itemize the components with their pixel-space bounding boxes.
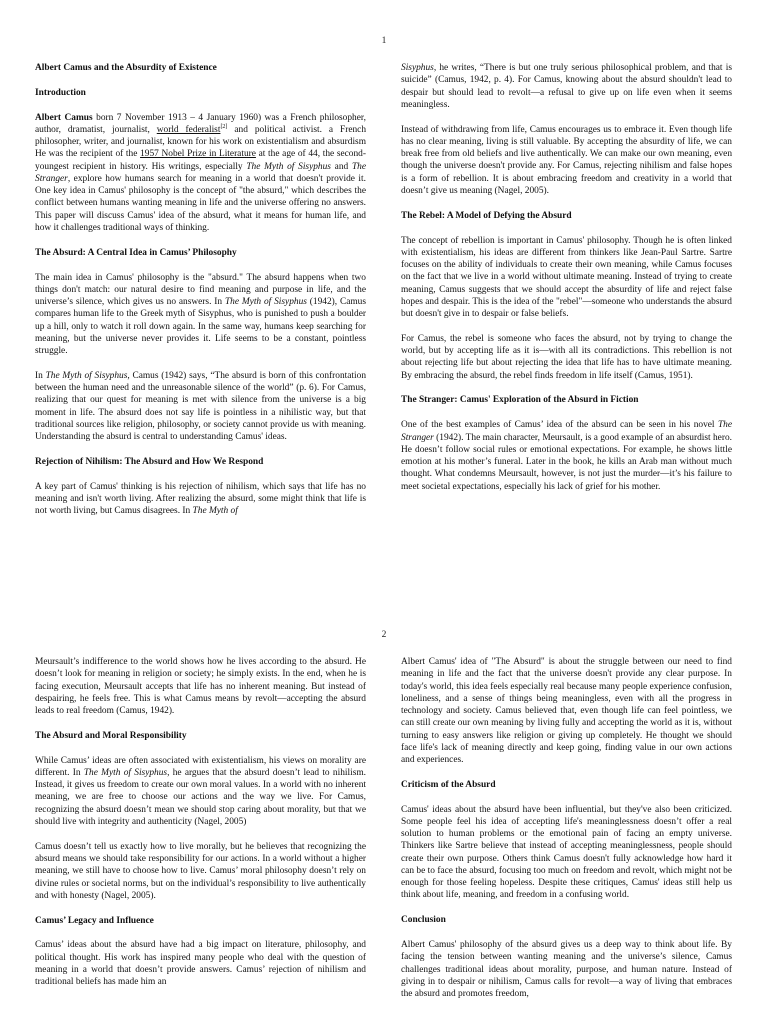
book-title: The Stranger xyxy=(35,161,366,184)
rebel-heading: The Rebel: A Model of Defying the Absurd xyxy=(401,210,572,221)
author-name: Albert Camus xyxy=(35,112,93,123)
text-run: The main idea in Camus' philosophy is the "absurd." The absurd happens when two things don't match: our natural desire to find meaning and purpose in life, and the universe’s silence, which gives us no answers. In xyxy=(35,272,366,308)
moral-heading: The Absurd and Moral Responsibility xyxy=(35,730,187,741)
absurd-heading: The Absurd: A Central Idea in Camus’ Philosophy xyxy=(35,247,237,258)
book-title: The Myth of Sisyphus xyxy=(224,297,307,308)
book-title: The Stranger xyxy=(401,420,732,443)
book-title: The Myth of Sisyphus xyxy=(45,370,128,381)
text-run: and political activist. a French philosopher, writer, and journalist, known for his work on existentialism and absurdism He was the recipient of the xyxy=(35,124,367,160)
text-run: In xyxy=(35,370,46,381)
text-run: , he writes, “There is but one truly serious philosophical problem, and that is suicide” (Camus, 1942, p. 4). For Camus, knowing about the absurd shouldn't lead to despair but should lead to revolt—a refusal to give up on life even when it seems meaningless. xyxy=(401,63,732,110)
absurd-paragraph-2 xyxy=(35,370,366,444)
text-run: , Camus (1942) says, “The absurd is born of this confrontation between the human need and the unreasonable silence of the world” (p. 6). For Camus, realizing that our quest for meaning is met with silence from the universe is a big moment in life. The absurd does not say life is pointless in a nihilistic way, but that traditional sources like religion, philosophy, or society cannot provide us with meaning. Understanding the absurd is central to understanding Camus' ideas. xyxy=(35,370,367,443)
introduction-heading: Introduction xyxy=(35,87,86,98)
right-column xyxy=(401,656,732,1013)
text-run: A key part of Camus' thinking is his rejection of nihilism, which says that life has no meaning and isn't worth living. After realizing the absurd, some might think that life is not worth living, but Camus disagrees. In xyxy=(35,481,366,517)
text-run: (1942), Camus compares human life to the Greek myth of Sisyphus, who is punished to push a boulder up a hill, only to watch it roll down again. In the same way, humans keep searching for meaning, but the universe never provides it. Life seems to be a constant, pointless struggle. xyxy=(35,297,366,357)
page-number: 1 xyxy=(381,36,387,46)
page-2 xyxy=(0,600,768,1024)
text-run: One of the best examples of Camus’ idea of the absurd can be seen in his novel xyxy=(401,420,718,431)
book-title: The Myth of Sisyphus xyxy=(246,161,331,172)
nobel-prize-link[interactable]: 1957 Nobel Prize in Literature xyxy=(140,149,256,160)
moral-paragraph-2: Camus doesn’t tell us exactly how to live morally, but he believes that recognizing the absurd means we should take responsibility for our actions. In a world without a higher meaning, we still have to choose how to live. Camus’ moral philosophy doesn’t rely on divine rules or societal norms, but on the individual’s responsibility to live authentically and with honesty (Nagel, 2005). xyxy=(35,841,366,901)
text-run: , explore how humans search for meaning in a world that doesn't provide it. One key idea in Camus' philosophy is the concept of "the absurd," which describes the conflict between humans wanting meaning in life and the universe offering no answers. This paper will discuss Camus' idea of the absurd, what it means for human life, and how it challenges traditional ways of thinking. xyxy=(35,173,366,233)
continued-paragraph xyxy=(401,62,732,111)
page-number: 2 xyxy=(381,630,387,640)
text-run: born 7 November 1913 – 4 January 1960) was a French philosopher, author, dramatist, journalist, xyxy=(35,112,366,135)
right-column xyxy=(401,62,732,505)
embrace-paragraph: Instead of withdrawing from life, Camus encourages us to embrace it. Even though life has no clear meaning, living is still valuable. By accepting the absurdity of life, we can break free from old beliefs and live authentically. We can make our own meaning, even though the universe doesn't provide any. For Camus, rejecting nihilism and false hopes is a form of rebellion. It is about embracing freedom and creativity in a world that doesn’t give us meaning (Nagel, 2005). xyxy=(401,124,732,196)
legacy-paragraph: Camus’ ideas about the absurd have had a big impact on literature, philosophy, and political thought. His work has inspired many people who deal with the question of meaning in a world that doesn’t provide answers. Camus’ rejection of nihilism and traditional beliefs has made him an xyxy=(35,940,366,988)
moral-paragraph-1 xyxy=(35,755,366,829)
continued-paragraph: Albert Camus' idea of "The Absurd" is about the struggle between our need to find meaning in life and the fact that the universe doesn't provide any clear purpose. In today's world, this idea feels especially real because many people experience confusion, loneliness, and a sense of things being meaningless, even with all the progress in technology and society. Camus believed that, even though life can feel pointless, we can still create our own meaning by living fully and accepting the world as it is, without turning to easy answers like religion or giving up completely. He thought we should face life's lack of meaning directly and keep going, finding value in our own actions and experiences. xyxy=(401,657,732,765)
stranger-paragraph xyxy=(401,419,732,493)
text-run: , he argues that the absurd doesn’t lead to nihilism. Instead, it gives us freedom to create our own moral values. In a world with no inherent meaning, we are free to choose our actions and the way we live. For Camus, recognizing the absurd doesn’t mean we should stop caring about morality, but that we should live with integrity and authenticity (Nagel, 2005) xyxy=(35,767,366,827)
left-column xyxy=(35,62,366,530)
criticism-paragraph: Camus' ideas about the absurd have been influential, but they've also been criticized. Some people feel his idea of accepting life's meaninglessness doesn’t offer a real solution to human problems or the emotional pain of facing an empty universe. Thinkers like Sartre believe that instead of accepting meaninglessness, people should create their own purpose. Others think Camus doesn't fully acknowledge how hard it can be to face the absurd, focusing too much on freedom and revolt, which might not be enough for those feeling hopeless. Despite these critiques, Camus' ideas still help us think about life, meaning, and freedom in a confusing world. xyxy=(401,804,732,901)
book-title: Sisyphus xyxy=(401,63,434,73)
conclusion-paragraph: Albert Camus' philosophy of the absurd gives us a deep way to think about life. By facing the tension between wanting meaning and the universe’s silence, Camus challenges traditional ideas about morality, purpose, and human nature. Instead of giving in to despair or nihilism, Camus calls for revolt—a way of living that embraces the absurd and promotes freedom, xyxy=(401,940,732,1000)
rebel-paragraph-1: The concept of rebellion is important in Camus' philosophy. Though he is often linked with existentialism, his ideas are different from thinkers like Jean-Paul Sartre. Sartre focuses on the ability of individuals to create their own meaning, while Camus focuses on the fact that we live in a world without ultimate meaning. Instead of trying to create meaning, Camus suggests that we should accept the absurdity of life and reject false hopes and despair. This is the idea of the "rebel"—someone who understands the absurd but doesn't give in to despair or false beliefs. xyxy=(401,235,732,320)
introduction-paragraph xyxy=(35,112,366,235)
text-run: at the age of 44, the second-youngest recipient in history. His writings, especially xyxy=(35,149,366,172)
nihilism-paragraph xyxy=(35,481,366,518)
world-federalist-link[interactable]: world federalist xyxy=(156,124,221,135)
document-title: Albert Camus and the Absurdity of Existence xyxy=(35,63,217,73)
stranger-heading: The Stranger: Camus' Exploration of the Absurd in Fiction xyxy=(401,395,639,406)
criticism-heading: Criticism of the Absurd xyxy=(401,779,496,790)
nihilism-heading: Rejection of Nihilism: The Absurd and How We Respond xyxy=(35,457,264,468)
text-run: (1942). The main character, Meursault, is a good example of an absurdist hero. He doesn’t follow social rules or emotional expectations. For example, he shows little emotion at his mother’s funeral. Later in the book, he kills an Arab man without much thought. What condemns Meursault, however, is not just the murder—it’s his failure to meet societal expectations, especially his lack of grief for his mother. xyxy=(401,432,732,492)
text-run: While Camus’ ideas are often associated with existentialism, his views on morality are different. In xyxy=(35,755,366,778)
absurd-paragraph-1 xyxy=(35,272,366,358)
legacy-heading: Camus’ Legacy and Influence xyxy=(35,915,154,926)
left-column xyxy=(35,656,366,1001)
book-title: The Myth of Sisyphus xyxy=(83,767,168,778)
text-run: and xyxy=(330,161,352,172)
reference-link[interactable]: [2] xyxy=(220,123,228,130)
rebel-paragraph-2: For Camus, the rebel is someone who faces the absurd, not by trying to change the world, but by accepting life as it is—with all its contradictions. This rebellion is not about rejecting life but about rejecting the idea that life has to have ultimate meaning. By embracing the absurd, the rebel finds freedom in life itself (Camus, 1951). xyxy=(401,333,732,381)
book-title: The Myth of xyxy=(192,506,238,517)
conclusion-heading: Conclusion xyxy=(401,915,446,926)
continued-paragraph: Meursault’s indifference to the world shows how he lives according to the absurd. He doesn’t look for meaning in religion or society; he simply exists. In the end, when he is facing execution, Meursault accepts that life has no inherent meaning. But instead of despairing, he feels free. This is what Camus means by revolt—accepting the absurd leads to real freedom (Camus, 1942). xyxy=(35,657,366,716)
